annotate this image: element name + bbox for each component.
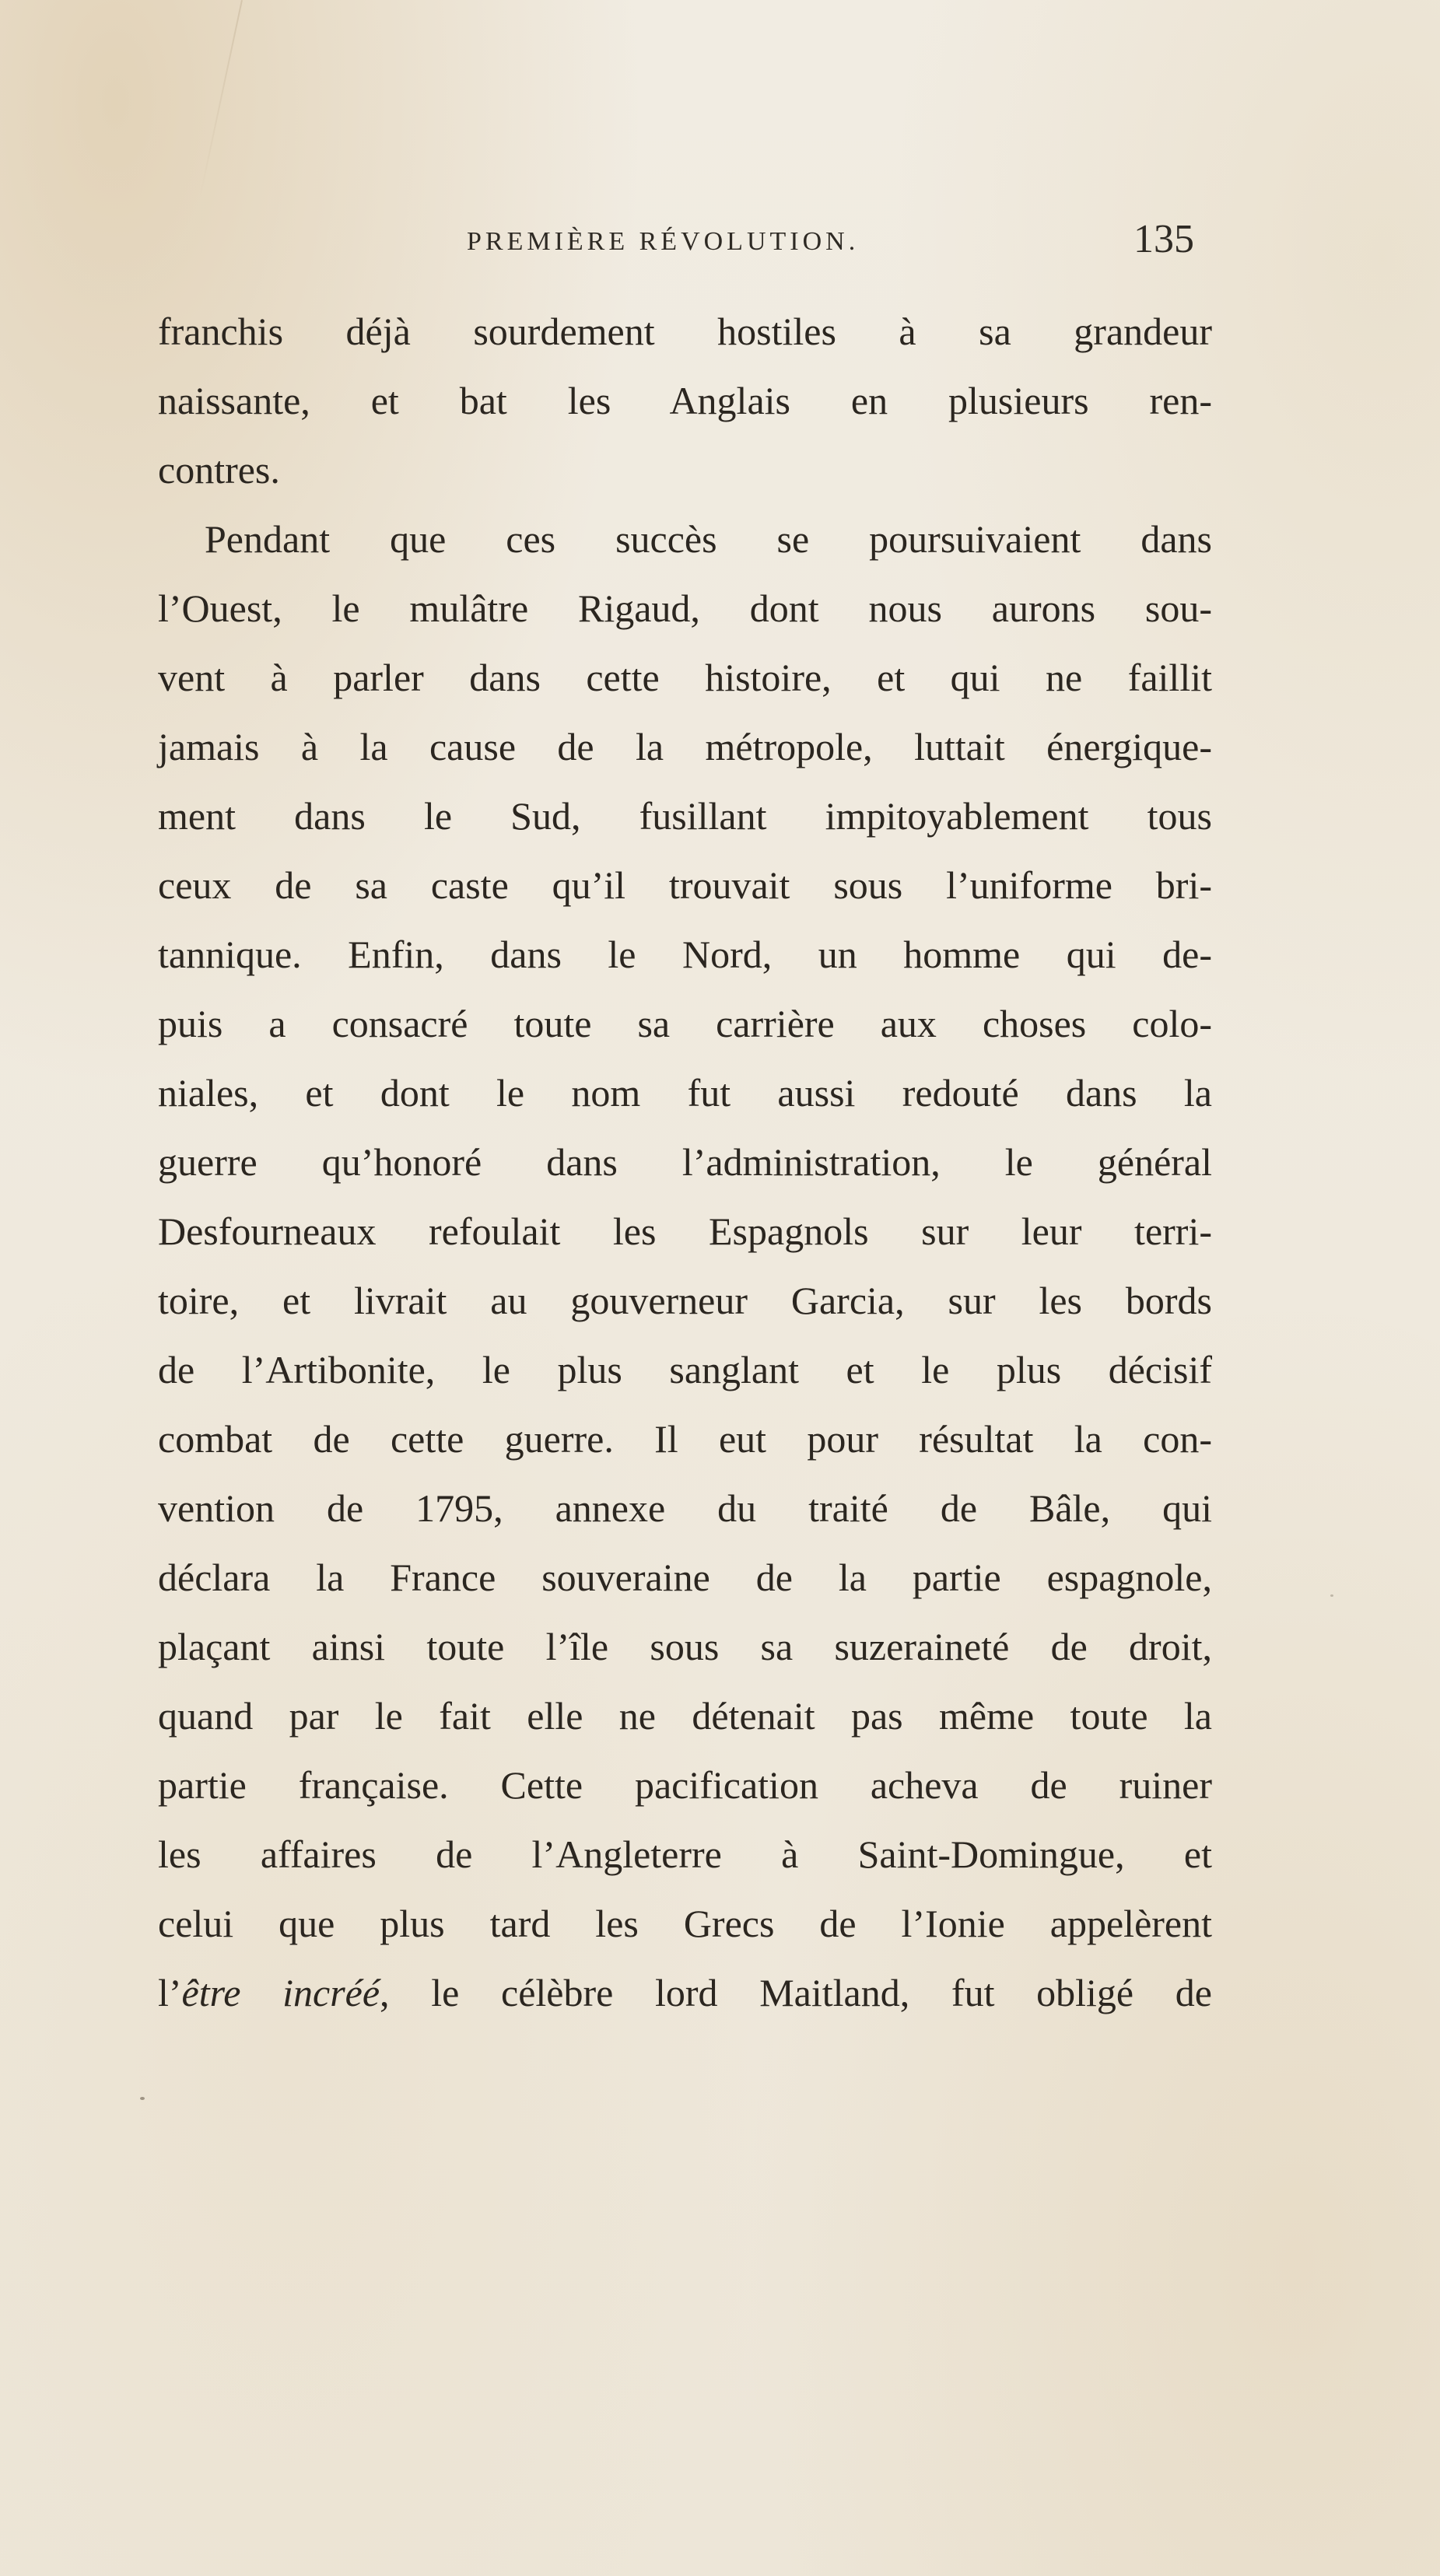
text-line: naissante, et bat les Anglais en plusieurs ren- <box>158 379 1212 422</box>
text-line: de l’Artibonite, le plus sanglant et le plus décisif <box>158 1348 1212 1391</box>
text-line: toire, et livrait au gouverneur Garcia, sur les bords <box>158 1279 1212 1322</box>
text-line: les affaires de l’Angleterre à Saint-Domingue, et <box>158 1832 1212 1876</box>
text-line: puis a consacré toute sa carrière aux choses colo- <box>158 1002 1212 1045</box>
text-line: contres. <box>158 448 280 492</box>
text-line: partie française. Cette pacification acheva de ruiner <box>158 1763 1212 1807</box>
text-line: niales, et dont le nom fut aussi redouté dans la <box>158 1071 1212 1115</box>
text-line: l’Ouest, le mulâtre Rigaud, dont nous aurons sou- <box>158 586 1212 630</box>
text-line: combat de cette guerre. Il eut pour résultat la con- <box>158 1417 1212 1461</box>
text-line: vent à parler dans cette histoire, et qui ne faillit <box>158 656 1212 699</box>
text-line: celui que plus tard les Grecs de l’Ionie appelèrent <box>158 1902 1212 1945</box>
last-line-prefix: l’ <box>158 1971 182 2014</box>
text-line: guerre qu’honoré dans l’administration, le général <box>158 1140 1212 1184</box>
text-line: Desfourneaux refoulait les Espagnols sur leur terri- <box>158 1209 1212 1253</box>
text-line: jamais à la cause de la métropole, luttait énergique- <box>158 725 1212 768</box>
text-line: ment dans le Sud, fusillant impitoyablement tous <box>158 794 1212 838</box>
ink-speck <box>1330 1594 1333 1597</box>
text-line: plaçant ainsi toute l’île sous sa suzeraineté de droit, <box>158 1625 1212 1668</box>
last-line-suffix: , le célèbre lord Maitland, fut obligé de <box>380 1971 1212 2014</box>
italic-phrase: être incréé <box>181 1971 380 2014</box>
text-line: franchis déjà sourdement hostiles à sa grandeur <box>158 310 1212 353</box>
text-line: ceux de sa caste qu’il trouvait sous l’uniforme bri- <box>158 863 1212 907</box>
paper-fold-mark <box>199 0 243 198</box>
text-line: vention de 1795, annexe du traité de Bâle, qui <box>158 1486 1212 1530</box>
text-line: quand par le fait elle ne détenait pas même toute la <box>158 1694 1212 1738</box>
page-number: 135 <box>1133 217 1194 261</box>
running-head: PREMIÈRE RÉVOLUTION. <box>467 227 860 256</box>
paragraph-first-line: Pendant que ces succès se poursuivaient dans <box>205 517 1212 561</box>
body-text <box>158 297 1212 2028</box>
ink-speck <box>140 2097 145 2100</box>
text-line: tannique. Enfin, dans le Nord, un homme qui de- <box>158 933 1212 976</box>
text-line: déclara la France souveraine de la partie espagnole, <box>158 1556 1212 1599</box>
text-line-last <box>158 1958 1212 2028</box>
